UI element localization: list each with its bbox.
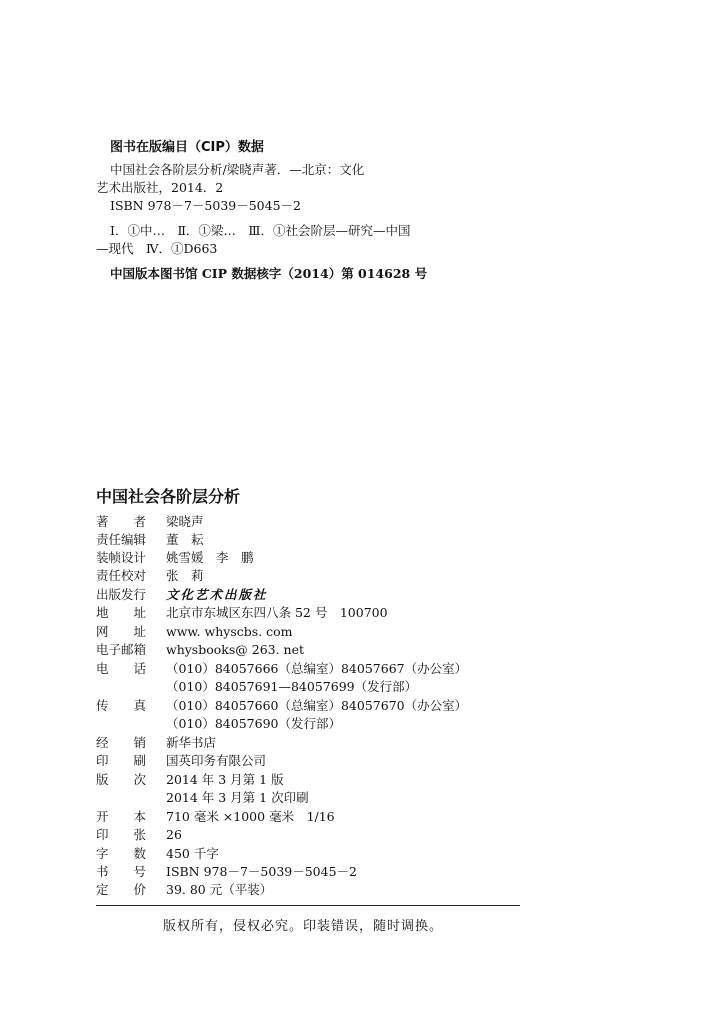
detail-label: 责任编辑 bbox=[96, 532, 147, 547]
detail-row bbox=[96, 752, 266, 770]
detail-row bbox=[96, 623, 293, 641]
detail-row bbox=[96, 808, 335, 826]
detail-row bbox=[96, 586, 268, 604]
book-title: 中国社会各阶层分析 bbox=[96, 487, 241, 506]
detail-value: 710 毫米 ×1000 毫米 1/16 bbox=[166, 809, 335, 824]
detail-row bbox=[96, 789, 309, 807]
detail-label: 电子邮箱 bbox=[96, 642, 147, 657]
detail-value: 26 bbox=[166, 827, 182, 842]
cip-line-1: 中国社会各阶层分析/梁晓声著．—北京：文化 bbox=[110, 162, 365, 177]
detail-row bbox=[96, 549, 254, 567]
cip-line-2: 艺术出版社，2014．2 bbox=[96, 180, 224, 195]
detail-row bbox=[96, 531, 204, 549]
detail-label: 字 数 bbox=[96, 846, 147, 861]
detail-value: 张 莉 bbox=[166, 568, 204, 583]
detail-value: （010）84057691—84057699（发行部） bbox=[166, 679, 418, 694]
detail-label: 地 址 bbox=[96, 605, 147, 620]
cip-line-4: Ⅰ．①中… Ⅱ．①梁… Ⅲ．①社会阶层—研究—中国 bbox=[110, 223, 411, 238]
detail-label: 书 号 bbox=[96, 864, 147, 879]
detail-row bbox=[96, 678, 417, 696]
detail-label: 著 者 bbox=[96, 514, 147, 529]
detail-value: （010）84057666（总编室）84057667（办公室） bbox=[166, 661, 468, 676]
detail-label: 印 张 bbox=[96, 827, 147, 842]
detail-label: 网 址 bbox=[96, 624, 147, 639]
detail-label: 印 刷 bbox=[96, 753, 147, 768]
detail-value: 新华书店 bbox=[166, 735, 217, 750]
detail-value: 梁晓声 bbox=[166, 514, 204, 529]
detail-value: 国英印务有限公司 bbox=[166, 753, 267, 768]
detail-label: 责任校对 bbox=[96, 568, 147, 583]
detail-row bbox=[96, 863, 357, 881]
detail-value: 39. 80 元（平装） bbox=[166, 882, 273, 897]
detail-row bbox=[96, 881, 272, 899]
detail-row bbox=[96, 826, 182, 844]
detail-label: 电 话 bbox=[96, 661, 147, 676]
detail-value: 董 耘 bbox=[166, 532, 204, 547]
detail-value: （010）84057690（发行部） bbox=[166, 716, 341, 731]
detail-label: 装帧设计 bbox=[96, 550, 147, 565]
detail-row bbox=[96, 604, 388, 622]
cip-line-3: ISBN 978－7－5039－5045－2 bbox=[110, 198, 301, 213]
detail-row bbox=[96, 771, 284, 789]
detail-value: （010）84057660（总编室）84057670（办公室） bbox=[166, 698, 468, 713]
detail-value: www. whyscbs. com bbox=[166, 624, 293, 639]
detail-value: 北京市东城区东四八条 52 号 100700 bbox=[166, 605, 388, 620]
cip-heading: 图书在版编目（CIP）数据 bbox=[110, 140, 264, 155]
detail-label: 版 次 bbox=[96, 772, 147, 787]
detail-value: 姚雪媛 李 鹏 bbox=[166, 550, 254, 565]
cip-number: 中国版本图书馆 CIP 数据核字（2014）第 014628 号 bbox=[110, 266, 428, 281]
detail-value: 450 千字 bbox=[166, 846, 219, 861]
divider bbox=[96, 905, 520, 906]
detail-row bbox=[96, 845, 219, 863]
cip-line-5: —现代 Ⅳ．①D663 bbox=[96, 241, 218, 256]
detail-row bbox=[96, 513, 204, 531]
detail-value: 2014 年 3 月第 1 版 bbox=[166, 772, 284, 787]
detail-value: whysbooks@ 263. net bbox=[166, 642, 305, 657]
detail-row bbox=[96, 715, 341, 733]
detail-row bbox=[96, 660, 467, 678]
detail-row bbox=[96, 567, 204, 585]
detail-row bbox=[96, 734, 216, 752]
detail-label: 经 销 bbox=[96, 735, 147, 750]
detail-value: ISBN 978－7－5039－5045－2 bbox=[166, 864, 357, 879]
detail-value: 2014 年 3 月第 1 次印刷 bbox=[166, 790, 309, 805]
detail-label: 开 本 bbox=[96, 809, 147, 824]
detail-row bbox=[96, 641, 304, 659]
copyright-notice: 版权所有，侵权必究。印装错误，随时调换。 bbox=[163, 919, 444, 934]
detail-row bbox=[96, 697, 467, 715]
detail-label: 传 真 bbox=[96, 698, 147, 713]
detail-label: 定 价 bbox=[96, 882, 147, 897]
detail-label: 出版发行 bbox=[96, 587, 147, 602]
publisher-logo-text: 文化艺术出版社 bbox=[166, 587, 268, 602]
